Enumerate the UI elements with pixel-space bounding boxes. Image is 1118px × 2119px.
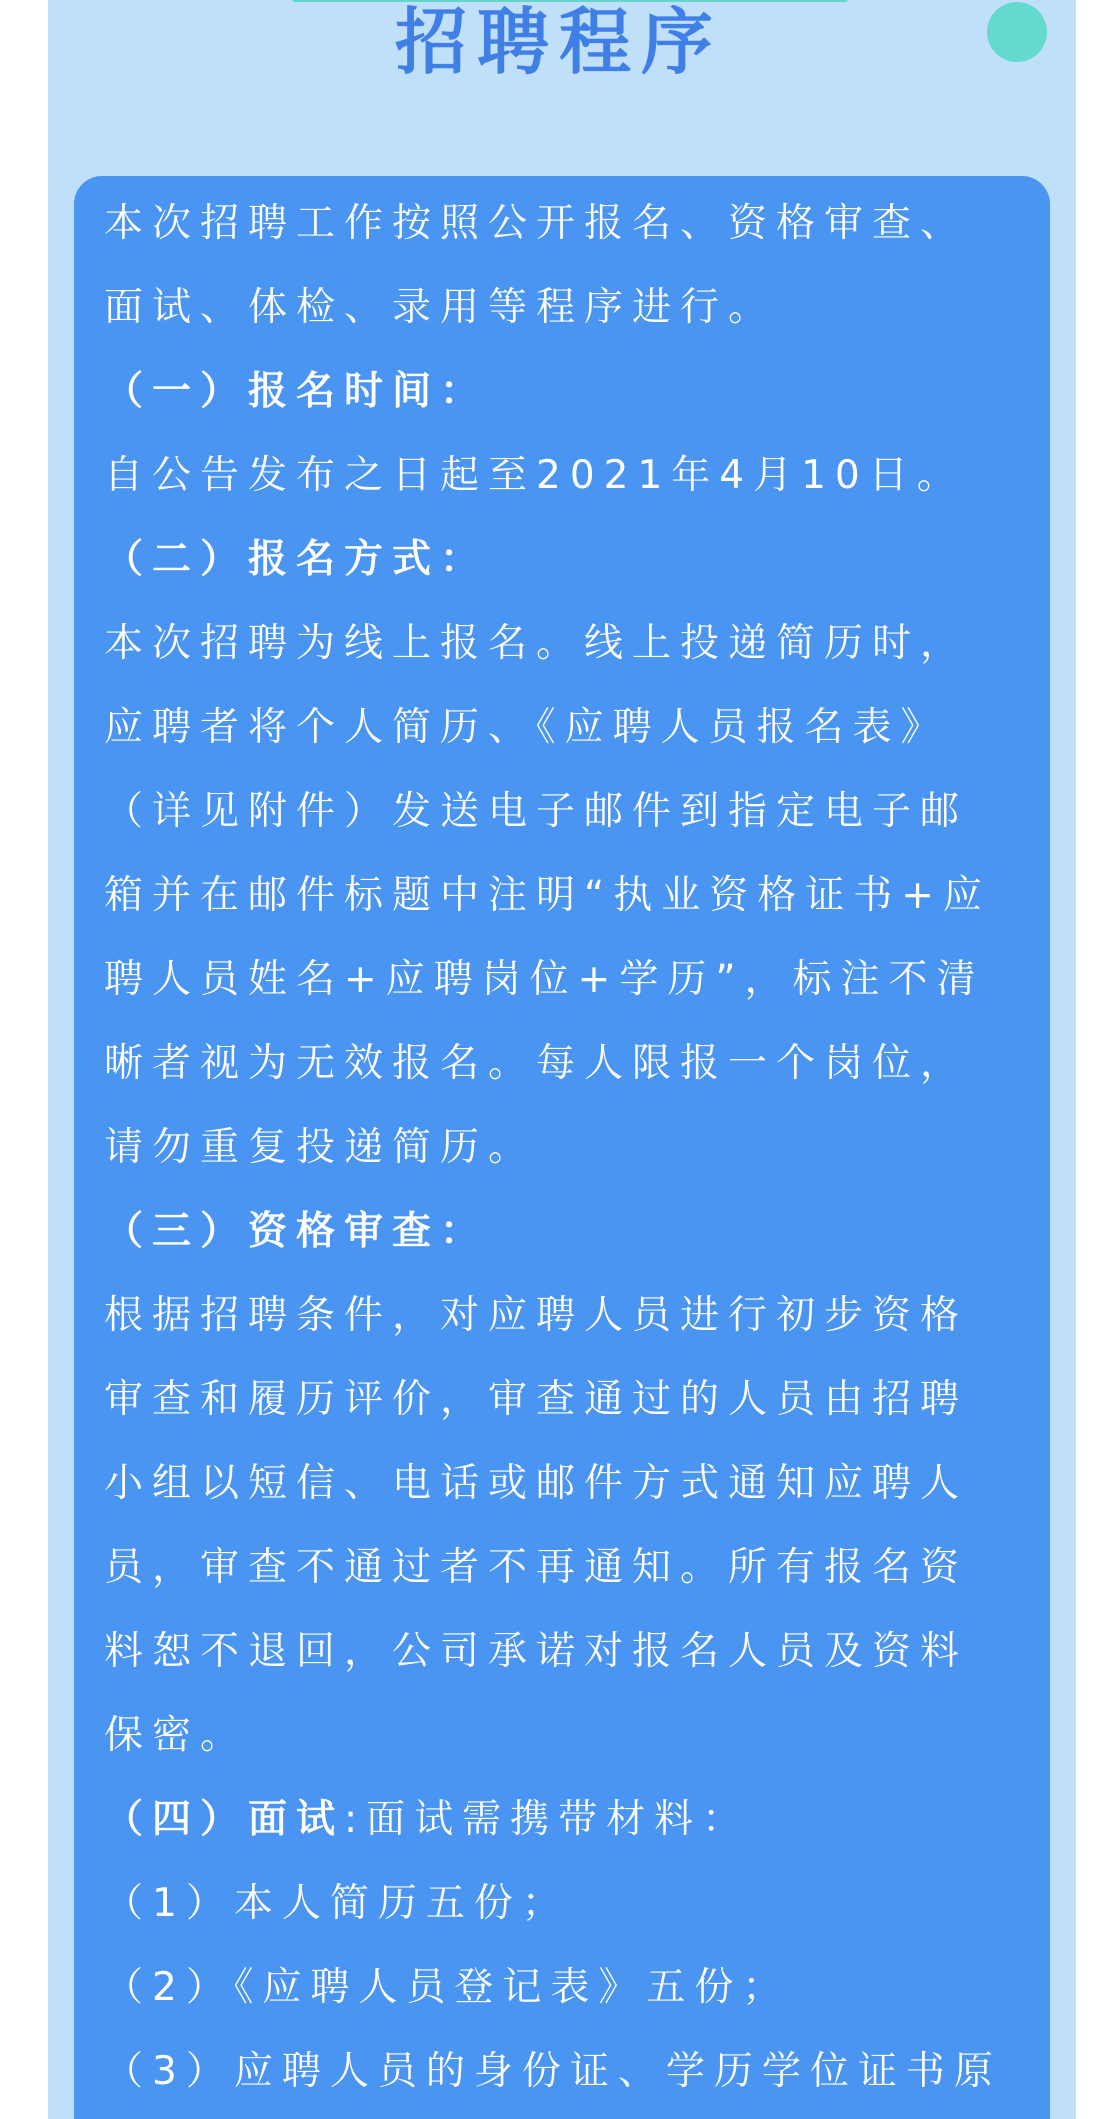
text-line xyxy=(104,1526,1034,1610)
section-heading xyxy=(104,1778,1034,1862)
text-line xyxy=(104,1274,1034,1358)
line-text: 箱并在邮件标题中注明“执业资格证书+应 xyxy=(104,873,991,918)
line-text: 自公告发布之日起至2021年4月10日。 xyxy=(104,453,965,498)
text-line xyxy=(104,686,1034,770)
line-text: 根据招聘条件，对应聘人员进行初步资格 xyxy=(104,1293,969,1338)
text-line xyxy=(104,266,1034,350)
text-line xyxy=(104,1694,1034,1778)
text-line xyxy=(104,1610,1034,1694)
text-line xyxy=(104,182,1034,266)
line-text: 本次招聘工作按照公开报名、资格审查、 xyxy=(104,201,969,246)
line-text: （1）本人简历五份； xyxy=(104,1881,570,1926)
line-text: 小组以短信、电话或邮件方式通知应聘人 xyxy=(104,1461,969,1506)
line-text: 本次招聘为线上报名。线上投递简历时， xyxy=(104,621,969,666)
line-text: 审查和履历评价，审查通过的人员由招聘 xyxy=(104,1377,969,1422)
text-line xyxy=(104,434,1034,518)
text-line xyxy=(104,938,1034,1022)
text-line xyxy=(104,602,1034,686)
text-line xyxy=(104,1358,1034,1442)
article-content xyxy=(104,182,1034,2114)
heading-text: （二）报名方式： xyxy=(104,537,489,582)
line-text: 应聘者将个人简历、《应聘人员报名表》 xyxy=(104,705,949,750)
text-line xyxy=(104,1022,1034,1106)
text-line xyxy=(104,2030,1034,2114)
line-text: 请勿重复投递简历。 xyxy=(104,1125,537,1170)
section-heading xyxy=(104,350,1034,434)
line-text: 聘人员姓名+应聘岗位+学历”，标注不清 xyxy=(104,957,985,1002)
line-text: （2）《应聘人员登记表》五份； xyxy=(104,1965,791,2010)
text-line xyxy=(104,854,1034,938)
text-line xyxy=(104,770,1034,854)
heading-text: （一）报名时间： xyxy=(104,369,489,414)
line-text: :面试需携带材料： xyxy=(344,1797,751,1842)
text-line xyxy=(104,1862,1034,1946)
page-title: 招聘程序 xyxy=(394,0,723,84)
line-text: 保密。 xyxy=(104,1713,249,1758)
line-text: 晰者视为无效报名。每人限报一个岗位， xyxy=(104,1041,969,1086)
line-text: （3）应聘人员的身份证、学历学位证书原 xyxy=(104,2049,1002,2094)
heading-text: （三）资格审查： xyxy=(104,1209,489,1254)
heading-text: （四）面试 xyxy=(104,1797,345,1842)
text-line xyxy=(104,1442,1034,1526)
info-card xyxy=(74,176,1050,2119)
line-text: 料恕不退回，公司承诺对报名人员及资料 xyxy=(104,1629,969,1674)
text-line xyxy=(104,1106,1034,1190)
section-heading xyxy=(104,518,1034,602)
text-line xyxy=(104,1946,1034,2030)
section-heading xyxy=(104,1190,1034,1274)
line-text: （详见附件）发送电子邮件到指定电子邮 xyxy=(104,789,969,834)
line-text: 面试、体检、录用等程序进行。 xyxy=(104,285,777,330)
line-text: 员，审查不通过者不再通知。所有报名资 xyxy=(104,1545,969,1590)
